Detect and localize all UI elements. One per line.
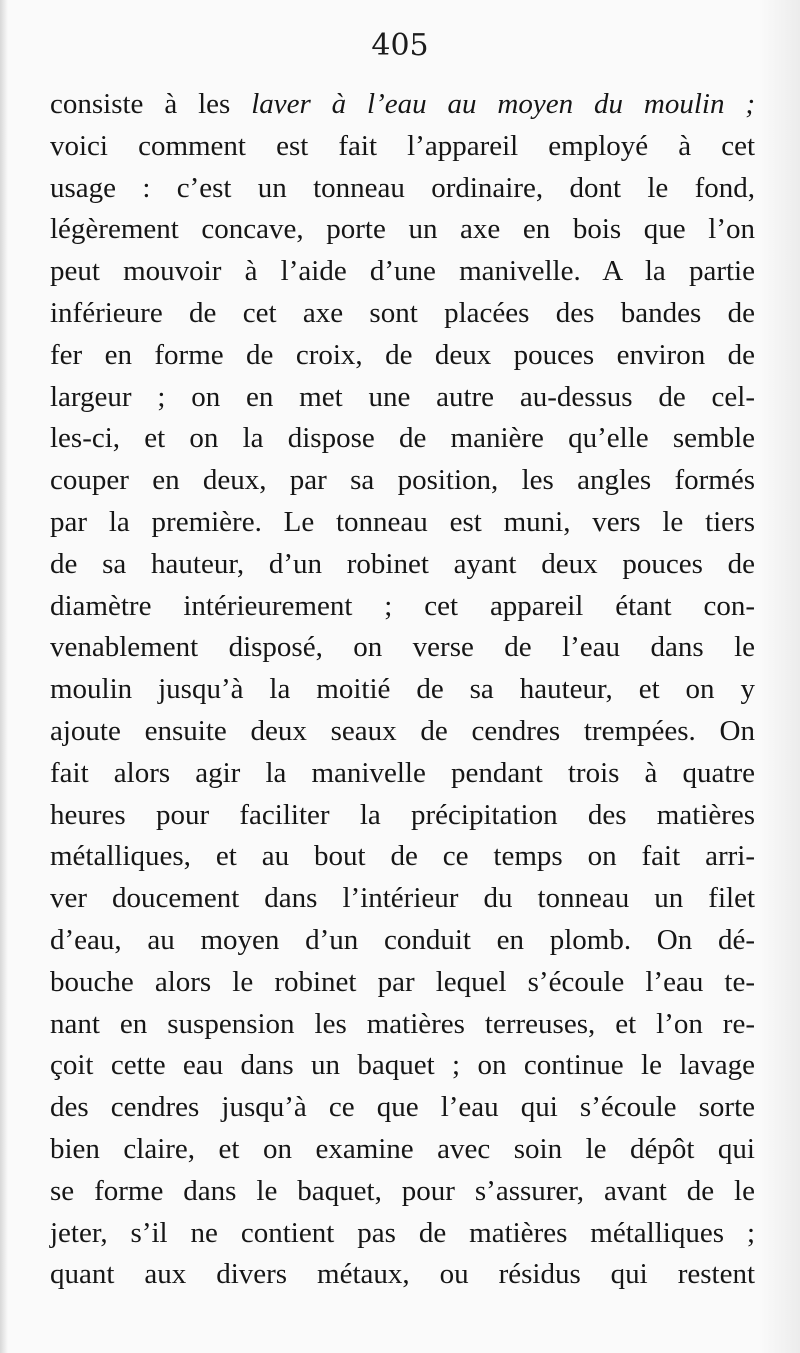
- text-line: fer en forme de croix, de deux pouces environ de: [50, 338, 755, 371]
- text-line: quant aux divers métaux, ou résidus qui restent: [50, 1258, 755, 1291]
- text-line: [50, 84, 755, 126]
- text-line: ver doucement dans l’intérieur du tonneau un filet: [50, 882, 755, 915]
- text-line: les-ci, et on la dispose de manière qu’elle semble: [50, 422, 755, 455]
- page-number: 405: [371, 28, 429, 63]
- text-line: heures pour faciliter la précipitation des matières: [50, 798, 755, 831]
- text-line: fait alors agir la manivelle pendant trois à quatre: [50, 756, 755, 789]
- text-line: peut mouvoir à l’aide d’une manivelle. A la partie: [50, 255, 755, 288]
- body-text: [50, 84, 755, 1296]
- text-line: diamètre intérieurement ; cet appareil étant con-: [50, 589, 755, 622]
- page-edge-shadow-left: [0, 0, 8, 1353]
- text-line: nant en suspension les matières terreuses, et l’on re-: [50, 1007, 755, 1040]
- text-line: métalliques, et au bout de ce temps on fait arri-: [50, 840, 755, 873]
- text-line: jeter, s’il ne contient pas de matières métalliques ;: [50, 1216, 755, 1249]
- text-line: par la première. Le tonneau est muni, vers le tiers: [50, 505, 755, 538]
- text-line: usage : c’est un tonneau ordinaire, dont le fond,: [50, 171, 755, 204]
- text-line: moulin jusqu’à la moitié de sa hauteur, et on y: [50, 673, 755, 706]
- text-line: ajoute ensuite deux seaux de cendres trempées. On: [50, 714, 755, 747]
- text-line-plain: consiste à les: [50, 88, 252, 120]
- text-line: légèrement concave, porte un axe en bois que l’on: [50, 213, 755, 246]
- page-edge-shadow-right: [760, 0, 800, 1353]
- text-line: voici comment est fait l’appareil employé à cet: [50, 129, 755, 162]
- text-line: des cendres jusqu’à ce que l’eau qui s’écoule sorte: [50, 1091, 755, 1124]
- text-line: bouche alors le robinet par lequel s’écoule l’eau te-: [50, 965, 755, 998]
- text-line: couper en deux, par sa position, les angles formés: [50, 464, 755, 497]
- text-line: d’eau, au moyen d’un conduit en plomb. On dé-: [50, 923, 755, 956]
- text-line: de sa hauteur, d’un robinet ayant deux pouces de: [50, 547, 755, 580]
- text-line: bien claire, et on examine avec soin le dépôt qui: [50, 1132, 755, 1165]
- text-line-italic: laver à l’eau au moyen du moulin ;: [251, 88, 755, 120]
- text-line: inférieure de cet axe sont placées des bandes de: [50, 296, 755, 329]
- text-line: çoit cette eau dans un baquet ; on continue le lavage: [50, 1049, 755, 1082]
- text-line: largeur ; on en met une autre au-dessus de cel-: [50, 380, 755, 413]
- text-line: venablement disposé, on verse de l’eau dans le: [50, 631, 755, 664]
- text-line: se forme dans le baquet, pour s’assurer, avant de le: [50, 1174, 755, 1207]
